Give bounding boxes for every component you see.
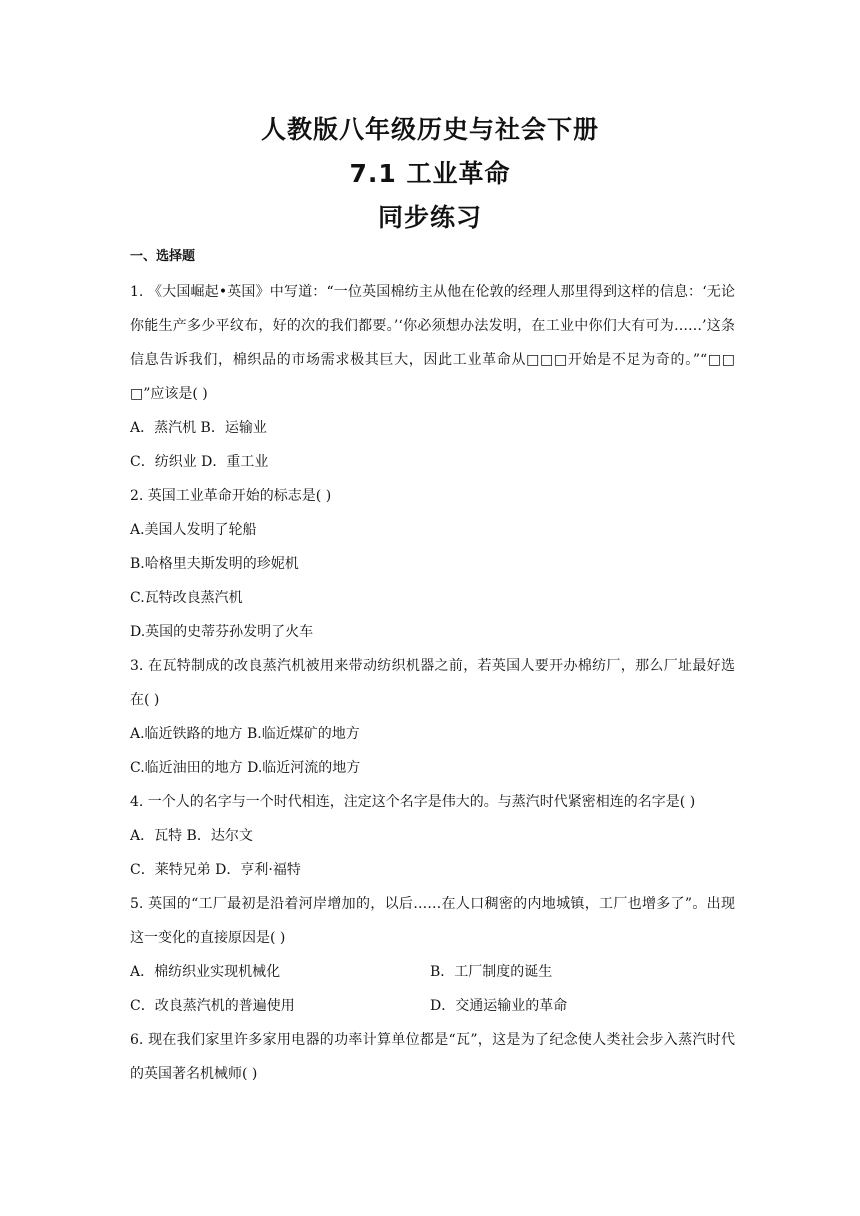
question-list <box>130 245 735 1091</box>
exercise-title: 同步练习 <box>377 203 482 232</box>
question-2-option-c: C.瓦特改良蒸汽机 <box>130 590 243 606</box>
section-heading: 一、选择题 <box>130 249 196 264</box>
question-4-options-ab: A．瓦特 B．达尔文 <box>130 828 253 844</box>
question-4: 4. 一个人的名字与一个时代相连，注定这个名字是伟大的。与蒸汽时代紧密相连的名字是( ) <box>130 794 696 810</box>
question-2-option-b: B.哈格里夫斯发明的珍妮机 <box>130 556 299 572</box>
question-5-options-ab <box>130 955 735 989</box>
question-6: 6. 现在我们家里许多家用电器的功率计算单位都是“瓦”，这是为了纪念使人类社会步入蒸汽时代的英国著名机械师( ) <box>130 1032 735 1082</box>
question-5-options-cd <box>130 989 735 1023</box>
document-title: 人教版八年级历史与社会下册 <box>260 115 599 144</box>
question-4-options-cd: C．莱特兄弟 D．亨利·福特 <box>130 862 301 878</box>
question-1: 1. 《大国崛起•英国》中写道：“一位英国棉纺主从他在伦敦的经理人那里得到这样的信息：‘无论你能生产多少平纹布，好的次的我们都要。’‘你必须想办法发明，在工业中你们大有可为……’这条信息告诉我们，棉织品的市场需求极其巨大，因此工业革命从□□□开始是不足为奇的。”“□□□”应该是( ) <box>130 284 735 402</box>
question-3-options-ab: A.临近铁路的地方 B.临近煤矿的地方 <box>130 726 360 742</box>
question-3-options-cd: C.临近油田的地方 D.临近河流的地方 <box>130 760 361 776</box>
question-5-option-d: D．交通运输业的革命 <box>430 998 568 1014</box>
lesson-title: 7.1 工业革命 <box>349 159 511 188</box>
question-1-options-cd: C．纺织业 D．重工业 <box>130 454 269 470</box>
question-5: 5. 英国的“工厂最初是沿着河岸增加的，以后……在人口稠密的内地城镇，工厂也增多了”。出现这一变化的直接原因是( ) <box>130 896 735 946</box>
question-5-option-b: B．工厂制度的诞生 <box>430 964 553 980</box>
question-2: 2. 英国工业革命开始的标志是( ) <box>130 488 332 504</box>
question-2-option-d: D.英国的史蒂芬孙发明了火车 <box>130 624 314 640</box>
question-1-options-ab: A．蒸汽机 B．运输业 <box>130 420 267 436</box>
question-5-option-c: C．改良蒸汽机的普遍使用 <box>130 998 295 1014</box>
question-3: 3. 在瓦特制成的改良蒸汽机被用来带动纺织机器之前，若英国人要开办棉纺厂，那么厂址最好选在( ) <box>130 658 735 708</box>
question-5-option-a: A．棉纺织业实现机械化 <box>130 964 281 980</box>
title-block <box>0 108 860 240</box>
question-2-option-a: A.美国人发明了轮船 <box>130 522 257 538</box>
